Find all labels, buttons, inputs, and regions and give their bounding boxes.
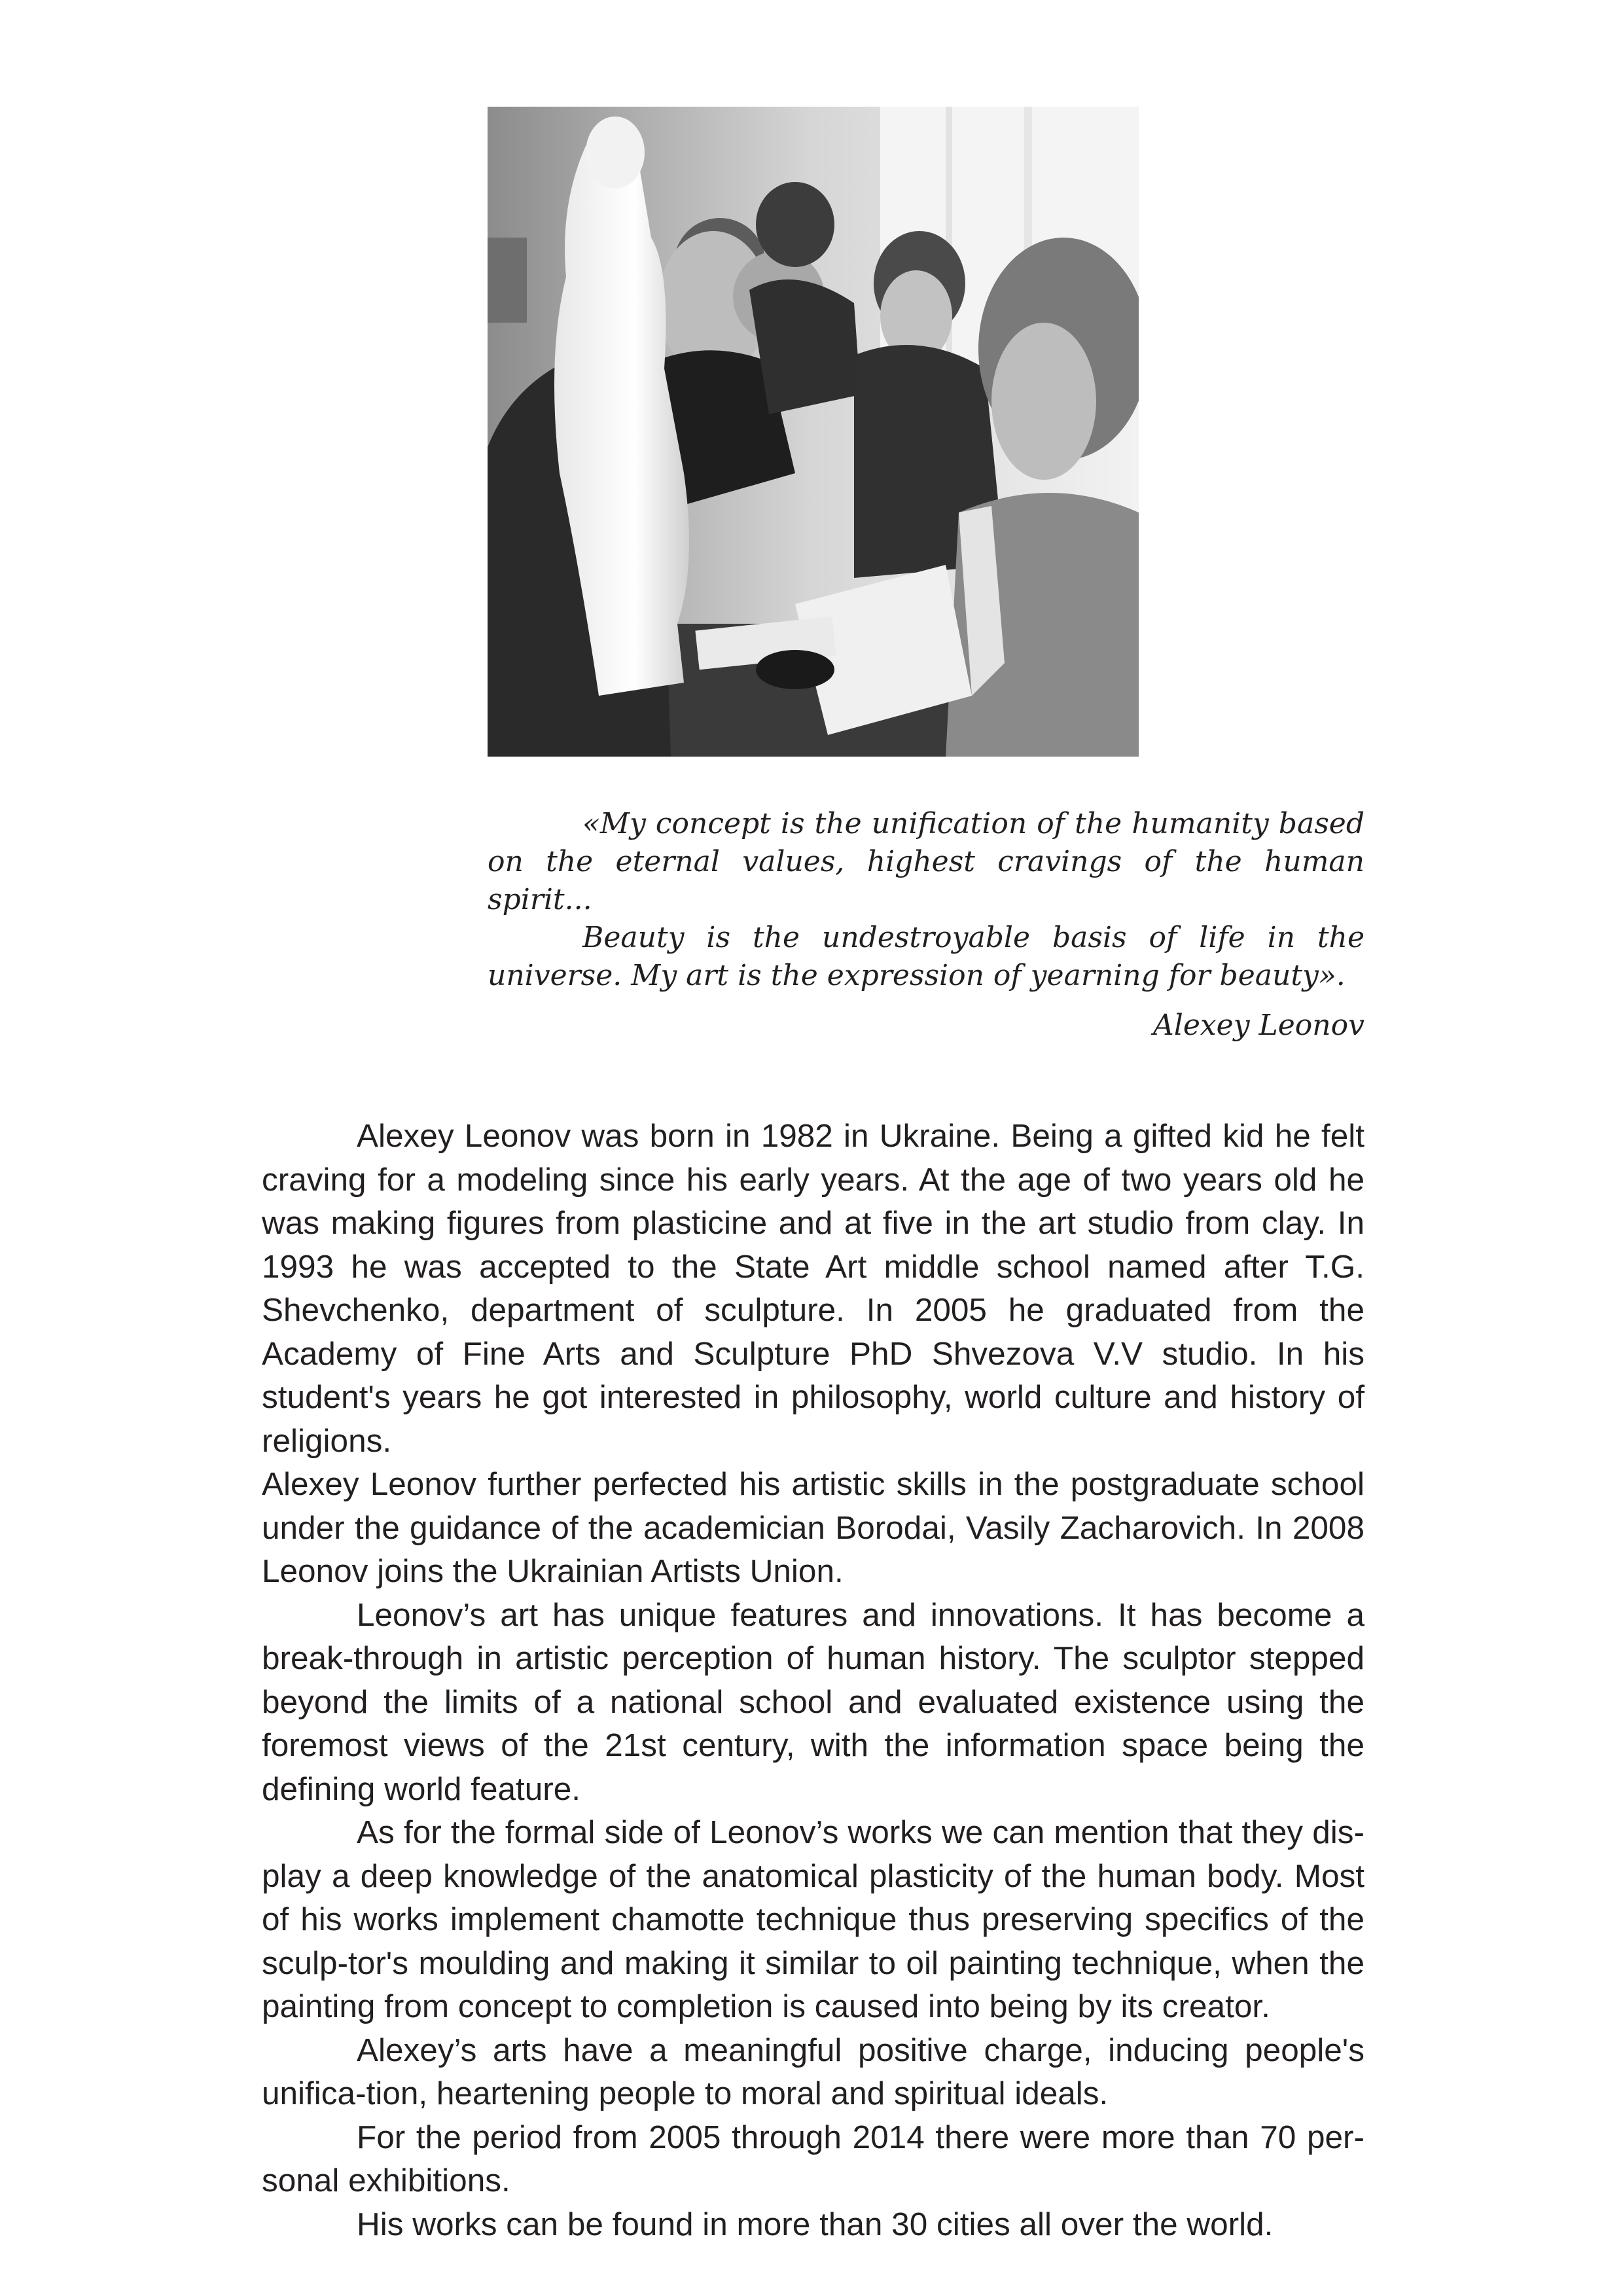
quote-paragraph: «My concept is the unification of the humanity based on the eternal values, highest cravings of the human spirit... bbox=[488, 807, 1364, 916]
body-paragraph: Alexey Leonov further perfected his artistic skills in the postgraduate school under the guidance of the academician Borodai, Vasily Zacharovich. In 2008 Leonov joins the Ukrainian Artists Union. bbox=[262, 1466, 1364, 1589]
quote-author: Alexey Leonov bbox=[1152, 1009, 1364, 1042]
body-paragraph: Alexey Leonov was born in 1982 in Ukraine. Being a gifted kid he felt craving for a modeling since his early years. At the age of two years old he was making figures from plasticine and at five in the art studio from clay. In 1993 he was accepted to the State Art middle school named after T.G. Shevchenko, department of sculpture. In 2005 he graduated from the Academy of Fine Arts and Sculpture PhD Shvezova V.V studio. In his student's years he got interested in philosophy, world culture and history of religions. bbox=[262, 1118, 1364, 1459]
body-paragraph: His works can be found in more than 30 cities all over the world. bbox=[357, 2206, 1274, 2242]
body-paragraph: Leonov’s art has unique features and innovations. It has become a break-through in artistic perception of human history. The sculptor stepped beyond the limits of a national school and evaluated existence using the foremost views of the 21st century, with the information space being the defining world feature. bbox=[262, 1596, 1364, 1807]
sculpture-photo bbox=[488, 107, 1139, 757]
body-paragraph: Alexey’s arts have a meaningful positive charge, inducing people's unifica-tion, heartening people to moral and spiritual ideals. bbox=[262, 2032, 1364, 2111]
quote-paragraph: Beauty is the undestroyable basis of life in the universe. My art is the expression of yearning for beauty». bbox=[488, 921, 1364, 992]
body-paragraph: For the period from 2005 through 2014 there were more than 70 per-sonal exhibitions. bbox=[262, 2119, 1364, 2198]
photo-illustration bbox=[488, 107, 1139, 757]
biography-text bbox=[262, 1115, 1364, 2246]
body-paragraph: As for the formal side of Leonov’s works we can mention that they dis-play a deep knowledge of the anatomical plasticity of the human body. Most of his works implement chamotte technique thus preserving specifics of the sculp-tor's moulding and making it similar to oil painting technique, when the painting from concept to completion is caused into being by its creator. bbox=[262, 1814, 1364, 2024]
epigraph-quote bbox=[488, 805, 1364, 995]
